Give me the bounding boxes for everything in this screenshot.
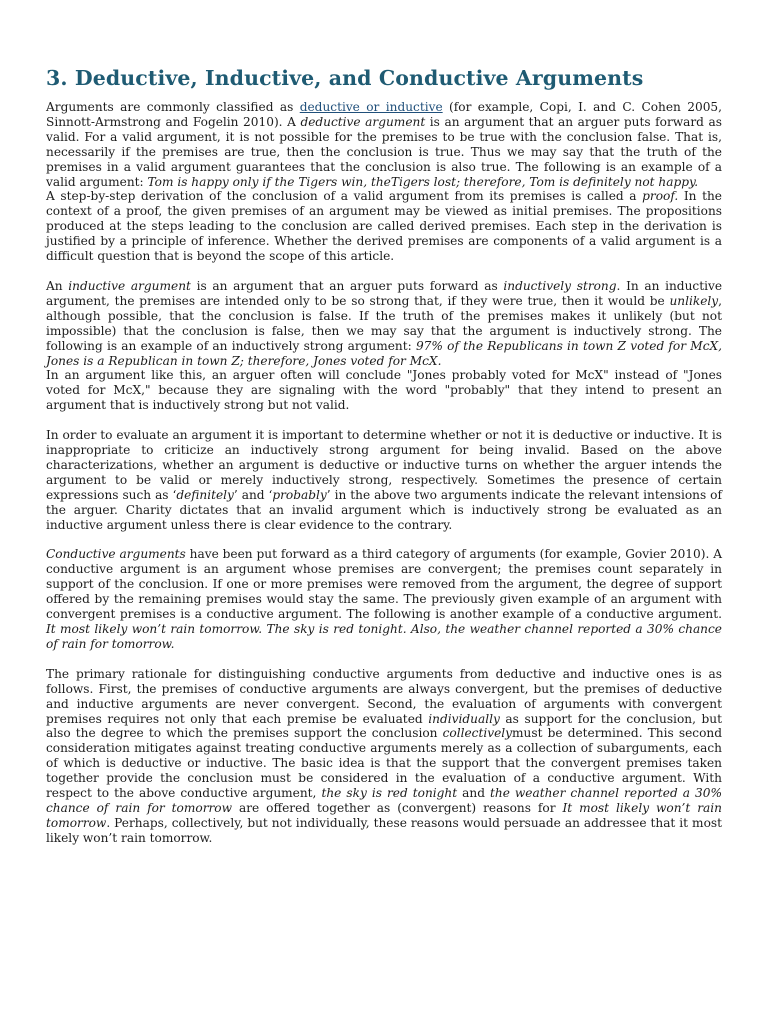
text: have been put forward as a third category of arguments (for example, Govier 2010). A conductive argument is an argument whose premises are convergent; the premises count separately in support of the conclusion. If one or more premises were removed from the argument, the degree of support offered by the remaining premises would stay the same. The previously given example of an argument with convergent premises is a conductive argument. The following is another example of a conductive argument. xyxy=(46,547,722,622)
term-definitely: definitely xyxy=(176,487,234,502)
text: , although possible, that the conclusion is false. If the truth of the premises makes it unlikely (but not impossible) that the conclusion is false, then we may say that the argument is inductively strong. The following is an example of an inductively strong argument: xyxy=(46,293,722,353)
term-weather-channel: the weather channel reported a 30% chance of rain for tomorrow xyxy=(46,786,722,815)
text: . Perhaps, collectively, but not individually, these reasons would persuade an addressee that it most likely won’t rain tomorrow. xyxy=(46,815,722,845)
paragraph-evaluation xyxy=(46,428,722,532)
term-collectively: collectively xyxy=(442,726,513,741)
text: In the context of a proof, the given premises of an argument may be viewed as initial premises. The propositions produced at the steps leading to the conclusion are called derived premises. Each step in the derivation is justified by a principle of inference. Whether the derived premises are components of a valid argument is a difficult question that is beyond the scope of this article. xyxy=(46,189,722,264)
deductive-or-inductive-link[interactable]: deductive or inductive xyxy=(299,100,443,114)
section-heading: 3. Deductive, Inductive, and Conductive Arguments xyxy=(46,66,644,90)
paragraph-deductive-intro xyxy=(46,100,722,189)
term-deductive-argument: deductive argument xyxy=(300,114,426,129)
inductive-argument-example: 97% of the Republicans in town Z voted for McX, Jones is a Republican in town Z; therefore, Jones voted for McX. xyxy=(46,338,722,368)
conductive-argument-example: It most likely won’t rain tomorrow. The sky is red tonight. Also, the weather channel reported a 30% chance of rain for tomorrow. xyxy=(46,622,722,651)
text: is an argument that an arguer puts forward as valid. For a valid argument, it is not possible for the premises to be true with the conclusion false. That is, necessarily if the premises are true, then the conclusion is true. Thus we may say that the truth of the premises in a valid argument guarantees that the conclusion is also true. The following is an example of a valid argument: xyxy=(46,114,722,189)
text: A step-by-step derivation of the conclusion of a valid argument from its premises is called a xyxy=(46,189,643,204)
text: ’ in the above two arguments indicate the relevant intensions of the arguer. Charity dictates that an invalid argument which is inductively strong be evaluated as an inductive argument unless there is clear evidence to the contrary. xyxy=(46,487,722,532)
term-wont-rain: It most likely won’t rain tomorrow xyxy=(46,800,722,830)
paragraph-rationale xyxy=(46,667,722,846)
valid-argument-example: Tom is happy only if the Tigers win, theTigers lost; therefore, Tom is definitely not happy. xyxy=(147,174,699,189)
text: In an argument like this, an arguer often will conclude "Jones probably voted for McX" instead of "Jones voted for McX," because they are signaling with the word "probably" that they intend to present an argument that is inductively strong but not valid. xyxy=(46,368,722,413)
paragraph-conductive xyxy=(46,547,722,651)
text: must be determined. This second consideration mitigates against treating conductive arguments merely as a collection of subarguments, each of which is deductive or inductive. The basic idea is that the support that the convergent premises taken together provide the conclusion must be considered in the evaluation of a conductive argument. With respect to the above conductive argument, xyxy=(46,726,722,801)
text: . In an inductive argument, the premises are intended only to be so strong that, if they were true, then it would be xyxy=(46,278,723,308)
term-probably: probably xyxy=(272,487,327,502)
term-unlikely: unlikely xyxy=(669,293,719,308)
term-proof: proof. xyxy=(642,189,679,204)
term-inductive-argument: inductive argument xyxy=(68,278,191,293)
text: (for example, Copi, I. and C. Cohen 2005, Sinnott-Armstrong and Fogelin 2010). A xyxy=(46,100,723,129)
paragraph-probably xyxy=(46,368,722,413)
paragraph-inductive xyxy=(46,279,722,368)
text: Arguments are commonly classified as xyxy=(46,100,300,114)
term-inductively-strong: inductively strong xyxy=(503,278,617,293)
text: In order to evaluate an argument it is important to determine whether or not it is deductive or inductive. It is inappropriate to criticize an inductively strong argument for being invalid. Based on the above characterizations, whether an argument is deductive or inductive turns on whether the arguer intends the argument to be valid or merely inductively strong, respectively. Sometimes the presence of certain expressions such as ‘ xyxy=(46,428,722,502)
text: are offered together as (convergent) reasons for xyxy=(232,800,563,815)
text: The primary rationale for distinguishing conductive arguments from deductive and inductive ones is as follows. First, the premises of conductive arguments are always convergent, but the premises of deductive and inductive arguments are never convergent. Second, the evaluation of arguments with convergent premises requires not only that each premise be evaluated xyxy=(46,666,722,726)
term-individually: individually xyxy=(428,711,500,726)
text: and xyxy=(457,786,490,801)
term-sky-is-red: the sky is red tonight xyxy=(321,786,458,801)
text: ’ and ‘ xyxy=(233,487,273,502)
text: An xyxy=(46,278,69,293)
paragraph-proof xyxy=(46,189,722,264)
term-conductive-arguments: Conductive arguments xyxy=(46,547,186,562)
text: as support for the conclusion, but also the degree to which the premises support the conclusion xyxy=(46,711,723,741)
text: is an argument that an arguer puts forward as xyxy=(190,278,504,293)
